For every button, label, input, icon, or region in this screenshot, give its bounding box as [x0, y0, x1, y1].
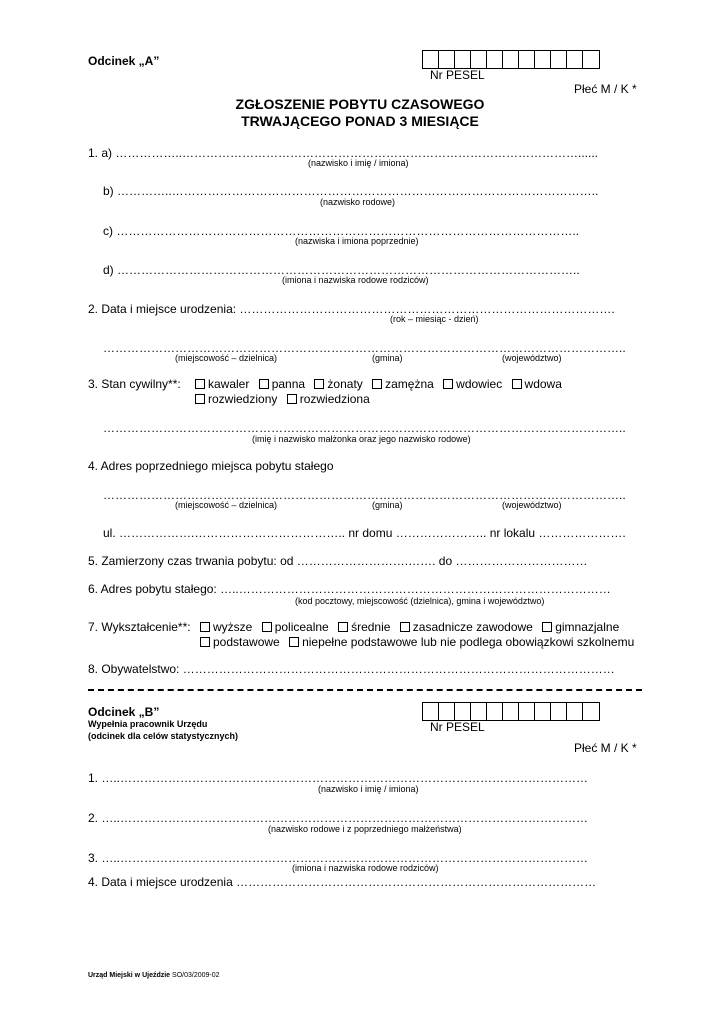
form-title-line1: ZGŁOSZENIE POBYTU CZASOWEGO — [235, 96, 485, 112]
b-q4-birth-line[interactable]: 4. Data i miejsce urodzenia ……………………………………………………………………………… — [88, 875, 597, 889]
q3-spouse-hint: (imię i nazwisko małżonka oraz jego nazwisko rodowe) — [252, 434, 471, 444]
q7-options-row1 — [200, 620, 625, 634]
q1d-line[interactable]: d) …………………………………………………………………………………………………….. — [103, 263, 580, 277]
cut-line-divider — [88, 689, 642, 691]
q4-address-line[interactable]: ………………………………………………………………………………………………………………….. — [103, 488, 626, 502]
q4-label: 4. Adres poprzedniego miejsca pobytu stałego — [88, 459, 334, 473]
checkbox-wyzsze[interactable]: wyższe — [200, 620, 252, 634]
gender-field-a[interactable]: Płeć M / K * — [574, 82, 637, 96]
b-q3-line[interactable]: 3. …..……………………………………………………………………………………………………… — [88, 851, 589, 865]
checkbox-zonaty[interactable]: żonaty — [314, 377, 362, 391]
q2-birth-line[interactable]: 2. Data i miejsce urodzenia: …………………………………………………………………………………. — [88, 302, 615, 316]
section-b-label: Odcinek „B” — [88, 705, 160, 719]
footer-code: SO/03/2009-02 — [172, 972, 220, 979]
q7-options-row2 — [200, 635, 640, 649]
q2-woj-hint: (województwo) — [502, 353, 562, 363]
checkbox-podstawowe[interactable]: podstawowe — [200, 635, 280, 649]
section-b-sub2: (odcinek dla celów statystycznych) — [88, 731, 239, 741]
b-q2-line[interactable]: 2. …..……………………………………………………………………………………………………… — [88, 811, 589, 825]
q2-place-line[interactable]: ………………………………………………………………………………………………………………….. — [103, 341, 626, 355]
q2-city-hint: (miejscowość – dzielnica) — [175, 353, 278, 363]
form-title-line2: TRWAJĄCEGO PONAD 3 MIESIĄCE — [241, 113, 479, 129]
q2-date-hint: (rok – miesiąc - dzień) — [390, 314, 479, 324]
section-a-label: Odcinek „A” — [88, 54, 160, 68]
b-q1-line[interactable]: 1. …..……………………………………………………………………………………………………… — [88, 771, 589, 785]
q1b-hint: (nazwisko rodowe) — [320, 197, 396, 207]
q6-address-line[interactable]: 6. Adres pobytu stałego: …..………………………………………………………………………………… — [88, 582, 611, 596]
checkbox-kawaler[interactable]: kawaler — [195, 377, 249, 391]
q1b-line[interactable]: b) …………..…………………………………………………………………………………………….. — [103, 184, 599, 198]
checkbox-srednie[interactable]: średnie — [338, 620, 390, 634]
q1a-line[interactable]: 1. a) ……………..………………………………………………………………………………………...... — [88, 146, 599, 160]
q6-hint: (kod pocztowy, miejscowość (dzielnica), gmina i województwo) — [295, 596, 545, 606]
checkbox-policealne[interactable]: policealne — [262, 620, 329, 634]
q1c-hint: (nazwiska i imiona poprzednie) — [295, 236, 419, 246]
q4-woj-hint: (województwo) — [502, 500, 562, 510]
q1a-hint: (nazwisko i imię / imiona) — [308, 158, 409, 168]
q1d-hint: (imiona i nazwiska rodowe rodziców) — [282, 275, 429, 285]
pesel-label-a: Nr PESEL — [430, 68, 485, 82]
q3-options-row2 — [195, 392, 376, 406]
checkbox-niepelne[interactable]: niepełne podstawowe lub nie podlega obowiązkowi szkolnemu — [289, 635, 634, 649]
b-q2-hint: (nazwisko rodowe i z poprzedniego małżeństwa) — [268, 824, 462, 834]
checkbox-panna[interactable]: panna — [259, 377, 305, 391]
b-q1-hint: (nazwisko i imię / imiona) — [318, 784, 419, 794]
pesel-label-b: Nr PESEL — [430, 720, 485, 734]
pesel-input-b[interactable] — [422, 702, 600, 721]
checkbox-zamezna[interactable]: zamężna — [372, 377, 434, 391]
b-q3-hint: (imiona i nazwiska rodowe rodziców) — [292, 863, 439, 873]
gender-field-b[interactable]: Płeć M / K * — [574, 741, 637, 755]
q4-city-hint: (miejscowość – dzielnica) — [175, 500, 278, 510]
q1c-line[interactable]: c) …………………………………………………………………………………………………….. — [103, 224, 579, 238]
checkbox-wdowiec[interactable]: wdowiec — [443, 377, 502, 391]
q4-street-line[interactable]: ul. ……………….……………………………….. nr domu ………………….. nr lokalu …………………. — [103, 526, 626, 540]
checkbox-rozwiedziona[interactable]: rozwiedziona — [287, 392, 370, 406]
q7-label: 7. Wykształcenie**: — [88, 620, 191, 634]
q8-citizenship-line[interactable]: 8. Obywatelstwo: ……………………………………………………………………………………………… — [88, 662, 615, 676]
q3-label: 3. Stan cywilny**: — [88, 377, 181, 391]
checkbox-rozwiedziony[interactable]: rozwiedziony — [195, 392, 277, 406]
section-b-sub1: Wypełnia pracownik Urzędu — [88, 719, 208, 729]
q3-options-row1 — [195, 377, 568, 391]
checkbox-wdowa[interactable]: wdowa — [512, 377, 562, 391]
q2-gmina-hint: (gmina) — [372, 353, 403, 363]
q5-duration-line[interactable]: 5. Zamierzony czas trwania pobytu: od ……………………….……. do …………………………… — [88, 554, 588, 568]
checkbox-gimnazjalne[interactable]: gimnazjalne — [542, 620, 619, 634]
q3-spouse-line[interactable]: ………………………………………………………………………………………………………………….. — [103, 421, 626, 435]
checkbox-zasadnicze[interactable]: zasadnicze zawodowe — [400, 620, 533, 634]
q4-gmina-hint: (gmina) — [372, 500, 403, 510]
footer — [88, 972, 220, 979]
footer-office: Urząd Miejski w Ujeździe — [88, 972, 171, 979]
pesel-input-a[interactable] — [422, 50, 600, 69]
